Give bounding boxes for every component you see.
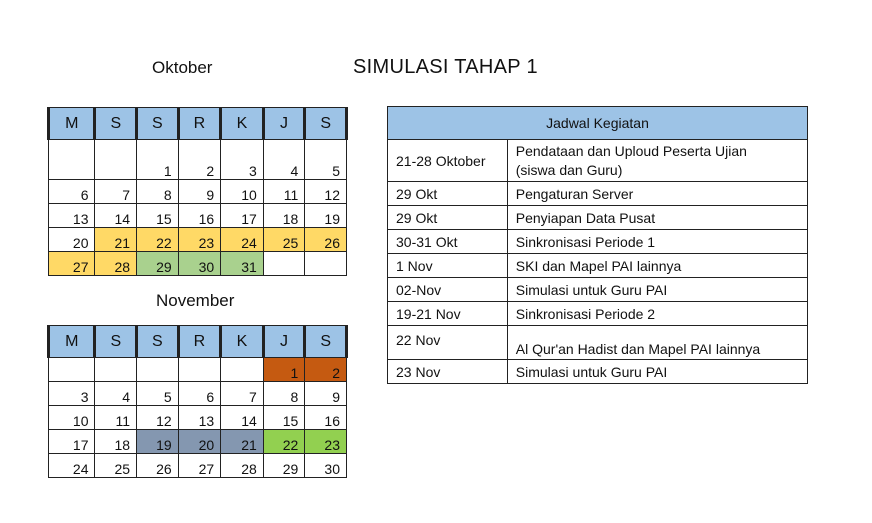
day-cell — [137, 358, 179, 382]
day-cell: 16 — [305, 406, 347, 430]
calendar-week-row — [49, 454, 347, 478]
day-cell: 14 — [221, 406, 264, 430]
day-cell-highlight: 28 — [95, 252, 137, 276]
day-cell: 5 — [305, 140, 347, 180]
day-cell-highlight: 22 — [137, 228, 179, 252]
day-cell — [49, 358, 95, 382]
day-cell-highlight: 25 — [263, 228, 305, 252]
day-header: S — [137, 108, 179, 140]
schedule-header: Jadwal Kegiatan — [388, 107, 808, 140]
day-cell: 3 — [221, 140, 264, 180]
day-header: S — [137, 326, 179, 358]
day-cell: 18 — [95, 430, 137, 454]
day-cell: 11 — [263, 180, 305, 204]
calendar-week-row — [49, 140, 347, 180]
day-cell: 9 — [178, 180, 221, 204]
schedule-activity-line: Pendataan dan Uploud Peserta Ujian — [515, 142, 747, 159]
day-header: S — [95, 108, 137, 140]
day-cell-highlight: 21 — [95, 228, 137, 252]
day-cell: 8 — [137, 180, 179, 204]
day-cell: 13 — [49, 204, 95, 228]
day-cell-highlight: 2 — [305, 358, 347, 382]
day-cell: 4 — [263, 140, 305, 180]
day-cell — [221, 358, 264, 382]
day-cell: 15 — [263, 406, 305, 430]
day-header: K — [221, 326, 264, 358]
schedule-row — [388, 182, 808, 206]
day-cell-highlight: 23 — [305, 430, 347, 454]
day-cell: 12 — [137, 406, 179, 430]
schedule-activity-line: (siswa dan Guru) — [515, 161, 623, 178]
calendar-week-row — [49, 406, 347, 430]
day-cell: 29 — [263, 454, 305, 478]
schedule-date: 29 Okt — [388, 182, 508, 206]
oktober-title: Oktober — [152, 58, 213, 77]
schedule-header-row — [388, 107, 808, 140]
schedule-activity: Simulasi untuk Guru PAI — [507, 278, 807, 302]
day-cell-highlight: 19 — [137, 430, 179, 454]
day-header: S — [95, 326, 137, 358]
day-cell: 24 — [49, 454, 95, 478]
day-cell: 7 — [95, 180, 137, 204]
schedule-activity: Simulasi untuk Guru PAI — [507, 360, 807, 384]
calendar-header-row — [49, 326, 347, 358]
schedule-date: 29 Okt — [388, 206, 508, 230]
schedule-table — [387, 106, 808, 384]
day-cell-highlight: 26 — [305, 228, 347, 252]
day-cell-highlight: 30 — [178, 252, 221, 276]
day-cell-highlight: 1 — [263, 358, 305, 382]
schedule-row — [388, 230, 808, 254]
day-header: S — [305, 108, 347, 140]
day-cell: 14 — [95, 204, 137, 228]
day-cell: 11 — [95, 406, 137, 430]
schedule-row — [388, 360, 808, 384]
day-cell: 6 — [178, 382, 221, 406]
day-cell: 17 — [221, 204, 264, 228]
day-cell: 10 — [49, 406, 95, 430]
day-cell: 28 — [221, 454, 264, 478]
calendar-week-row — [49, 204, 347, 228]
calendar-oktober — [47, 107, 348, 276]
day-cell: 12 — [305, 180, 347, 204]
day-cell-highlight: 31 — [221, 252, 264, 276]
schedule-activity: Pengaturan Server — [507, 182, 807, 206]
day-cell-highlight: 20 — [178, 430, 221, 454]
schedule-activity: SKI dan Mapel PAI lainnya — [507, 254, 807, 278]
day-cell: 2 — [178, 140, 221, 180]
schedule-date: 30-31 Okt — [388, 230, 508, 254]
schedule-activity: Sinkronisasi Periode 1 — [507, 230, 807, 254]
day-header: M — [49, 108, 95, 140]
day-header: J — [263, 108, 305, 140]
page-title: SIMULASI TAHAP 1 — [353, 56, 538, 78]
schedule-date: 22 Nov — [388, 326, 508, 360]
day-cell: 19 — [305, 204, 347, 228]
day-cell: 16 — [178, 204, 221, 228]
schedule-row — [388, 254, 808, 278]
day-cell: 17 — [49, 430, 95, 454]
schedule-activity: Al Qur'an Hadist dan Mapel PAI lainnya — [507, 326, 807, 360]
day-cell — [263, 252, 305, 276]
calendar-header-row — [49, 108, 347, 140]
schedule-activity — [507, 140, 807, 182]
calendar-week-row — [49, 382, 347, 406]
schedule-date: 02-Nov — [388, 278, 508, 302]
calendar-november — [47, 325, 348, 478]
schedule-date: 1 Nov — [388, 254, 508, 278]
calendar-week-row — [49, 180, 347, 204]
day-cell: 15 — [137, 204, 179, 228]
day-cell: 8 — [263, 382, 305, 406]
day-header: R — [178, 326, 221, 358]
calendar-week-row — [49, 358, 347, 382]
day-cell: 7 — [221, 382, 264, 406]
schedule-row — [388, 206, 808, 230]
day-cell: 4 — [95, 382, 137, 406]
day-cell: 26 — [137, 454, 179, 478]
day-cell — [49, 140, 95, 180]
schedule-row — [388, 140, 808, 182]
day-cell: 3 — [49, 382, 95, 406]
calendar-week-row — [49, 228, 347, 252]
calendar-week-row — [49, 430, 347, 454]
day-cell-highlight: 27 — [49, 252, 95, 276]
day-header: R — [178, 108, 221, 140]
day-cell: 9 — [305, 382, 347, 406]
day-cell: 18 — [263, 204, 305, 228]
day-cell: 27 — [178, 454, 221, 478]
calendar-week-row — [49, 252, 347, 276]
schedule-date: 23 Nov — [388, 360, 508, 384]
day-cell — [95, 358, 137, 382]
day-cell — [95, 140, 137, 180]
day-cell — [178, 358, 221, 382]
november-title: November — [156, 291, 235, 310]
day-cell: 10 — [221, 180, 264, 204]
day-cell: 1 — [137, 140, 179, 180]
day-cell-highlight: 23 — [178, 228, 221, 252]
schedule-date: 19-21 Nov — [388, 302, 508, 326]
day-cell-highlight: 22 — [263, 430, 305, 454]
day-header: K — [221, 108, 264, 140]
day-cell-highlight: 21 — [221, 430, 264, 454]
day-header: J — [263, 326, 305, 358]
day-cell: 25 — [95, 454, 137, 478]
schedule-activity: Sinkronisasi Periode 2 — [507, 302, 807, 326]
schedule-row — [388, 302, 808, 326]
day-cell: 30 — [305, 454, 347, 478]
day-header: S — [305, 326, 347, 358]
schedule-date: 21-28 Oktober — [388, 140, 508, 182]
day-cell-highlight: 29 — [137, 252, 179, 276]
schedule-activity: Penyiapan Data Pusat — [507, 206, 807, 230]
schedule-row — [388, 278, 808, 302]
day-cell: 6 — [49, 180, 95, 204]
day-cell: 5 — [137, 382, 179, 406]
day-cell-highlight: 24 — [221, 228, 264, 252]
schedule-row — [388, 326, 808, 360]
day-header: M — [49, 326, 95, 358]
day-cell: 13 — [178, 406, 221, 430]
day-cell — [305, 252, 347, 276]
day-cell: 20 — [49, 228, 95, 252]
